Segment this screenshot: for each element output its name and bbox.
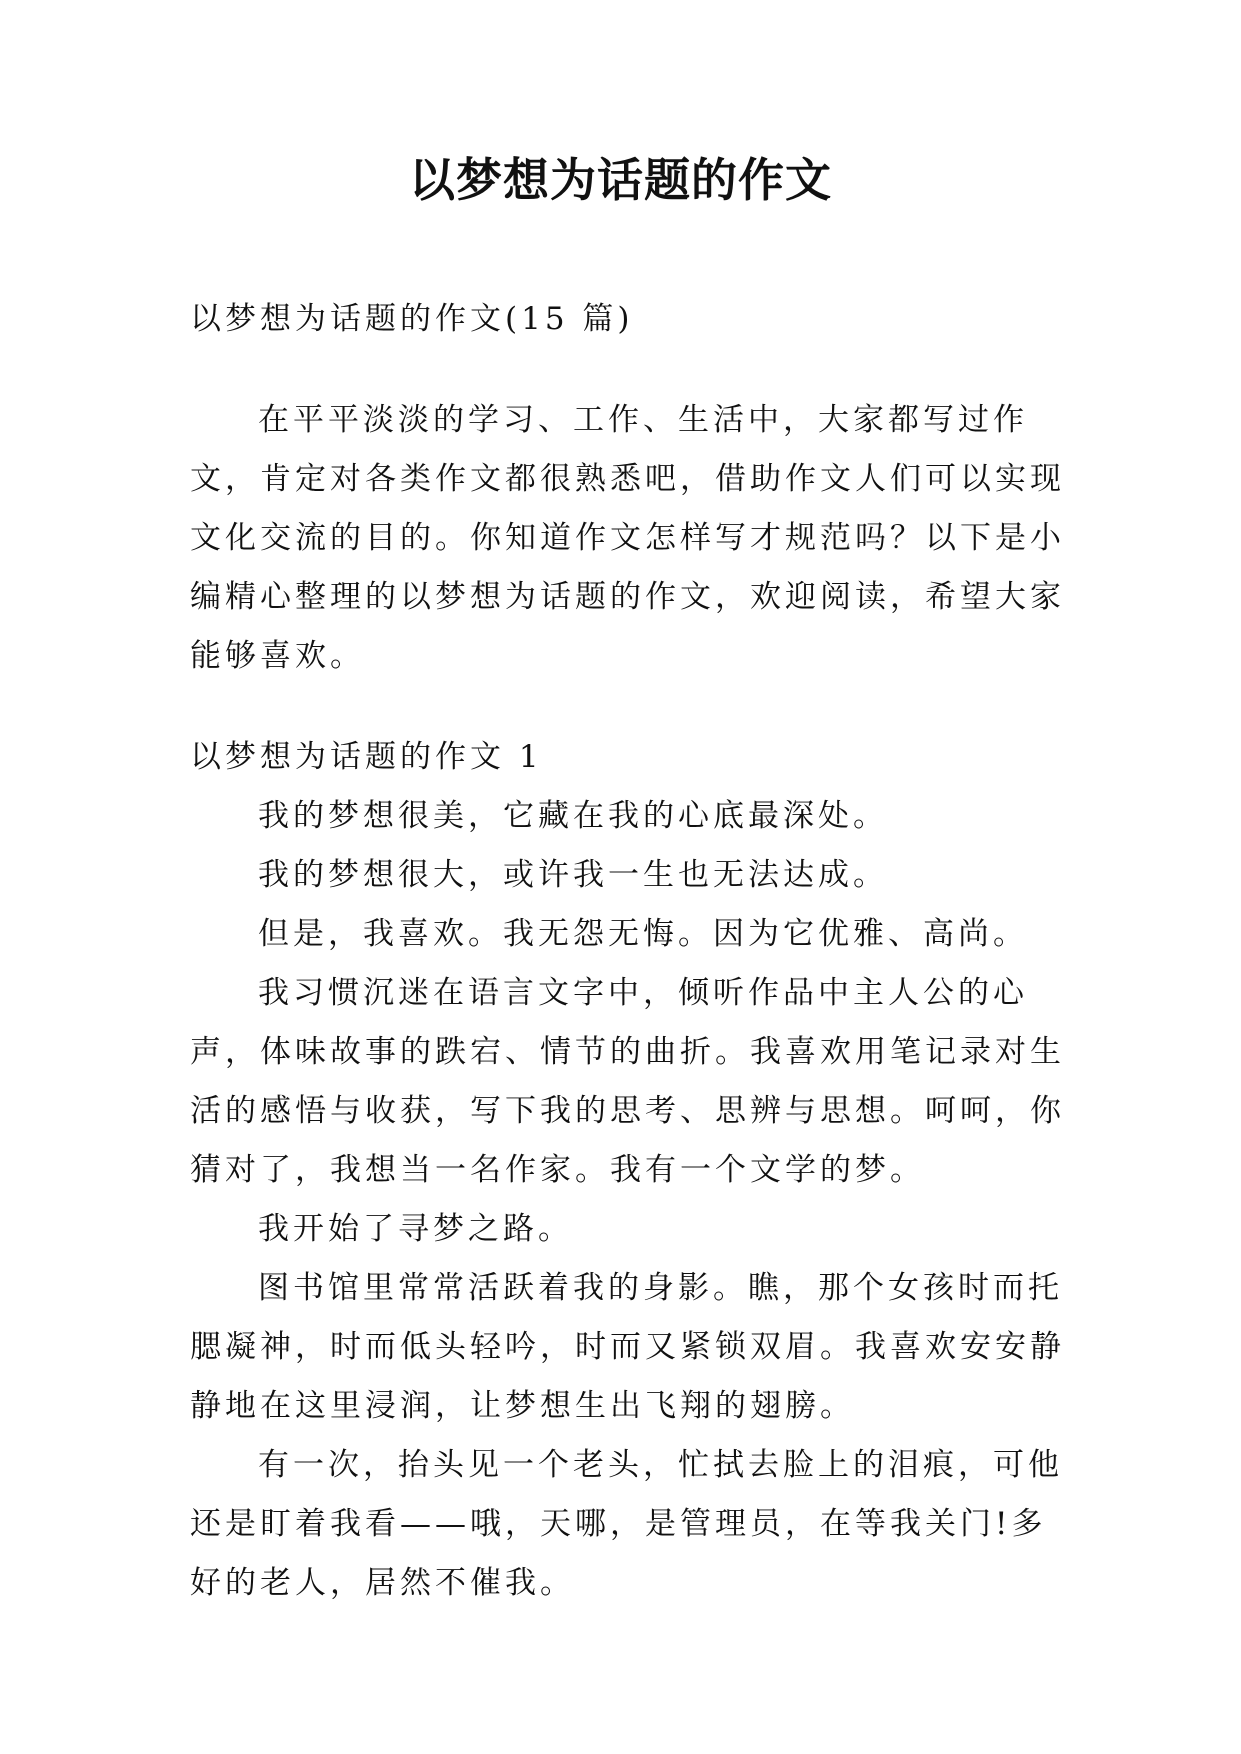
body-paragraph-7: 有一次，抬头见一个老头，忙拭去脸上的泪痕，可他还是盯着我看——哦，天哪，是管理员，在等我关门!多好的老人，居然不催我。 [190, 1447, 1063, 1601]
intro-paragraph: 在平平淡淡的学习、工作、生活中，大家都写过作文，肯定对各类作文都很熟悉吧，借助作文人们可以实现文化交流的目的。你知道作文怎样写才规范吗？以下是小编精心整理的以梦想为话题的作文，欢迎阅读，希望大家能够喜欢。 [190, 402, 1065, 674]
document-subtitle: 以梦想为话题的作文(15 篇) [190, 301, 634, 337]
body-paragraph-4: 我习惯沉迷在语言文字中，倾听作品中主人公的心声，体味故事的跌宕、情节的曲折。我喜欢用笔记录对生活的感悟与收获，写下我的思考、思辨与思想。呵呵，你猜对了，我想当一名作家。我有一个文学的梦。 [190, 975, 1065, 1188]
section-heading: 以梦想为话题的作文 1 [190, 739, 543, 775]
document-body [190, 290, 1065, 1613]
body-paragraph-6: 图书馆里常常活跃着我的身影。瞧，那个女孩时而托腮凝神，时而低头轻吟，时而又紧锁双眉。我喜欢安安静静地在这里浸润，让梦想生出飞翔的翅膀。 [190, 1270, 1065, 1424]
body-paragraph-1: 我的梦想很美，它藏在我的心底最深处。 [258, 798, 888, 834]
body-paragraph-2: 我的梦想很大，或许我一生也无法达成。 [258, 857, 888, 893]
body-paragraph-3: 但是，我喜欢。我无怨无悔。因为它优雅、高尚。 [258, 916, 1028, 952]
document-title: 以梦想为话题的作文 [409, 153, 832, 207]
body-paragraph-5: 我开始了寻梦之路。 [258, 1211, 573, 1247]
